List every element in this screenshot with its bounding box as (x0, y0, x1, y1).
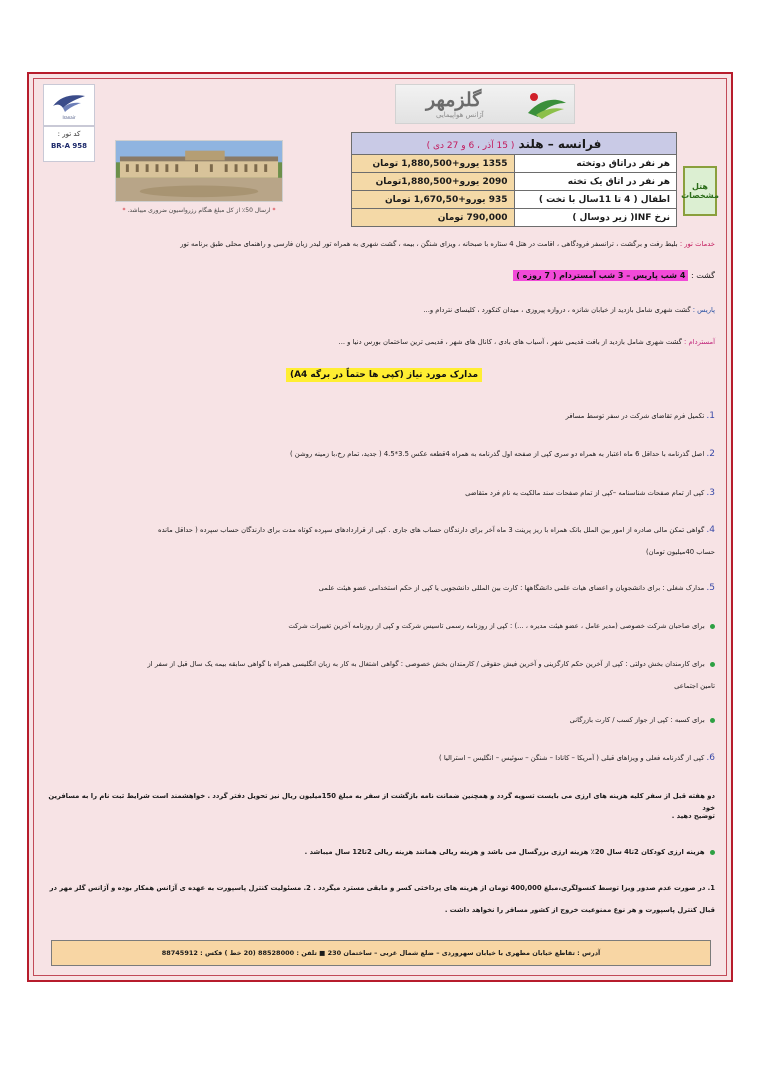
page-frame (27, 72, 733, 982)
list-item-text: مدارک شغلی : برای دانشجویان و اعضای هیات علمی دانشگاهها : کارت بین المللی دانشجویی یا کپی از حکم استخدامی عضو هیئت علمی (318, 584, 705, 592)
amsterdam-text: گشت شهری شامل بازدید از بافت قدیمی شهر ، آسیاب های بادی ، کانال های شهر ، قدیمی ترین ساختمان بورس دنیا و ... (338, 338, 685, 346)
list-marker: 1. (706, 411, 715, 421)
bullet-icon (710, 624, 715, 629)
paris-tour (39, 304, 715, 316)
list-item-text: کپی از تمام صفحات شناسنامه –کپی از تمام صفحات سند مالکیت به نام فرد متقاضی (465, 489, 705, 497)
price-value: 1355 یورو+1,880,500 تومان (352, 155, 515, 173)
list-item (39, 448, 715, 460)
list-item-continued (39, 680, 715, 692)
required-docs-title (279, 370, 489, 380)
list-item-text: گواهی تمکن مالی صادره از امور بین الملل بانک همراه با ریز پرینت 3 ماه آخر برای دارندگان حساب های جاری . کپی از قراردادهای سپرده کوتاه مدت برای دارندگان حساب سپرده ( حداقل مانده (158, 526, 705, 534)
list-marker: 4. (706, 525, 715, 535)
list-item-text: برای کارمندان بخش دولتی : کپی از آخرین حکم کارگزینی و آخرین فیش حقوقی / کارمندان بخش خصوصی : گواهی اشتغال به کار به زبان انگلیسی همراه با گواهی سابقه بیمه یک سال قبل از سفر از (147, 660, 705, 668)
list-item-text: برای صاحبان شرکت خصوصی (مدیر عامل ، عضو هیئت مدیره ، ...) : کپی از روزنامه رسمی تاسیس شرکت و کپی از روزنامه آخرین تغییرات شرکت (288, 622, 705, 630)
note-paragraph (39, 882, 715, 894)
list-item-text: حساب 40میلیون تومان) (646, 548, 715, 556)
itinerary-label: گشت : (690, 271, 715, 280)
amsterdam-tour (39, 336, 715, 348)
tour-services (39, 238, 715, 250)
list-item (39, 582, 715, 594)
bullet-icon (710, 662, 715, 667)
price-table-title (352, 133, 677, 155)
price-label: اطفال ( 4 تا 11سال با تخت ) (514, 191, 677, 209)
note-text: هزینه ارزی کودکان 2تا4 سال 20٪ هزینه ارزی بزرگسال می باشد و هزینه ریالی همانند هزینه ریالی 2تا12 سال میباشد . (304, 848, 705, 856)
brand-logo (395, 84, 575, 124)
itinerary-highlight: 4 شب پاریس – 3 شب آمستردام ( 7 روزه ) (513, 270, 688, 281)
star-icon: * (122, 207, 126, 214)
note-text: قبال کنترل پاسپورت و هر نوع ممنوعیت خروج از کشور مسافر را نخواهد داشت . (444, 906, 715, 914)
paris-label: پاریس : (692, 306, 715, 314)
table-row (352, 155, 677, 173)
note-paragraph (39, 846, 715, 858)
address-bar (51, 940, 711, 966)
list-item-text: تکمیل فرم تقاضای شرکت در سفر توسط مسافر (565, 412, 705, 420)
bullet-icon (710, 850, 715, 855)
hotel-info-badge[interactable] (683, 166, 717, 216)
tour-title: فرانسه – هلند (518, 136, 602, 151)
airline-logo-text: Iranair (62, 115, 76, 120)
star-icon: * (272, 207, 276, 214)
price-table-header (352, 133, 677, 155)
services-text: بلیط رفت و برگشت ، ترانسفر فرودگاهی ، اقامت در هتل 4 ستاره با صبحانه ، ویزای شنگن ، بیمه ، گشت شهری به همراه تور لیدر زبان فارسی و راهنمای محلی طبق برنامه تور (180, 240, 680, 248)
list-marker: 3. (706, 488, 715, 498)
photo-caption (109, 207, 289, 214)
note-text: توضیح دهید . (671, 812, 715, 820)
bird-icon (49, 90, 89, 114)
price-value: 2090 یورو+1,880,500تومان (352, 173, 515, 191)
price-label: هر نفر دراتاق دوتخته (514, 155, 677, 173)
services-label: خدمات تور : (679, 240, 715, 248)
price-value: 935 یورو+1,670,50 تومان (352, 191, 515, 209)
itinerary (39, 270, 715, 282)
tour-code-label: کد تور : (57, 130, 81, 138)
badge-line2: مشخصات (681, 191, 719, 200)
list-marker: 2. (706, 449, 715, 459)
list-item-text: برای کسبه : کپی از جواز کسب / کارت بازرگانی (569, 716, 705, 724)
list-item-text: تامین اجتماعی (674, 682, 715, 690)
brand-emblem-icon (526, 89, 568, 121)
address-text: آدرس : تقاطع خیابان مطهری با خیابان سهروردی – ضلع شمال غربی – ساختمان 230 ■ تلفن : 88528000 (20 خط ) فکس : 88745912 (161, 949, 601, 957)
table-row (352, 209, 677, 227)
price-value: 790,000 تومان (352, 209, 515, 227)
note-paragraph (39, 810, 715, 822)
tour-dates: ( 15 آذر ، 6 و 27 دی ) (426, 140, 515, 151)
tour-code-box (43, 126, 95, 162)
price-label: هر نفر در اتاق یک تخته (514, 173, 677, 191)
required-docs-heading: مدارک مورد نیاز (کپی ها حتماً در برگه A4) (286, 368, 482, 382)
table-row (352, 173, 677, 191)
list-item (39, 524, 715, 536)
note-text: 1. در صورت عدم صدور ویزا توسط کنسولگری،مبلغ 400,000 تومان از هزینه های پرداختی کسر و مابقی مسترد میگردد . 2. مسئولیت کنترل پاسپورت به عهده ی آژانس همکار بوده و آژانس گلز مهر در (49, 884, 715, 892)
list-item-text: اصل گذرنامه با حداقل 6 ماه اعتبار به همراه دو سری کپی از صفحه اول گذرنامه به همراه 4قطعه عکس 3.5*4.5 ( جدید، تمام رخ،با زمینه روشن ) (289, 450, 705, 458)
photo-caption-text: ارسال 50٪ از کل مبلغ هنگام رزرواسیون ضروری میباشد. (127, 207, 271, 214)
list-item (39, 620, 715, 632)
list-item (39, 752, 715, 764)
airline-logo (43, 84, 95, 126)
note-text: دو هفته قبل از سفر کلیه هزینه های ارزی می بایست تسویه گردد و همچنین ضمانت نامه بازگشت از سفر به مبلغ 150میلیون ریال نیز تحویل دفتر گردد . خواهشمند است شرایط ثبت نام را به مسافرین خود (48, 792, 715, 812)
list-marker: 6. (706, 753, 715, 763)
note-paragraph (39, 904, 715, 916)
list-marker: 5. (706, 583, 715, 593)
bullet-icon (710, 718, 715, 723)
table-row (352, 191, 677, 209)
price-label: نرخ INF( زیر دوسال ) (514, 209, 677, 227)
versailles-photo (115, 140, 283, 202)
list-item (39, 410, 715, 422)
brand-name: گلزمهر (426, 89, 482, 111)
paris-text: گشت شهری شامل بازدید از خیابان شانزه ، دروازه پیروزی ، میدان کنکورد ، کلیسای نتردام و... (423, 306, 693, 314)
list-item (39, 487, 715, 499)
brand-subtitle: آژانس هواپیمایی (436, 111, 484, 119)
list-item-continued (39, 546, 715, 558)
list-item-text: کپی از گذرنامه فعلی و ویزاهای قبلی ( آمریکا – کانادا – شنگن – سوئیس – انگلیس – استرالیا ) (439, 754, 705, 762)
badge-line1: هتل (692, 182, 708, 191)
price-table (351, 132, 677, 227)
list-item (39, 658, 715, 670)
list-item (39, 714, 715, 726)
tour-code: BR-A 958 (50, 142, 88, 150)
amsterdam-label: آمستردام : (684, 338, 715, 346)
